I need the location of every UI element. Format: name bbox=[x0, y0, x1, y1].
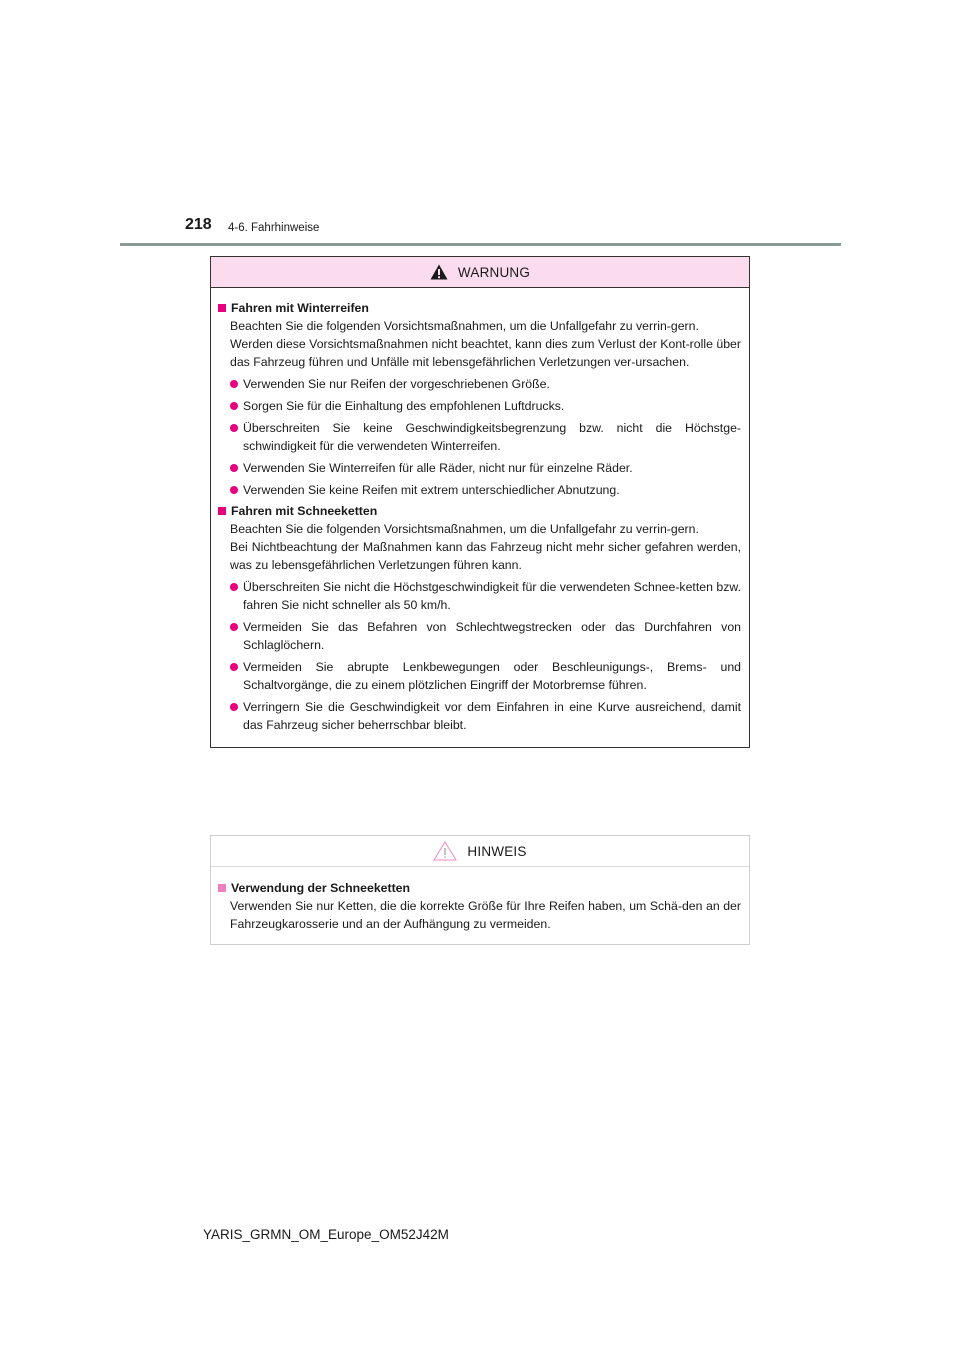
chains-heading bbox=[218, 502, 741, 520]
header-rule bbox=[120, 243, 841, 246]
section-title: 4-6. Fahrhinweise bbox=[228, 222, 320, 234]
list-item: Sorgen Sie für die Einhaltung des empfohlenen Luftdrucks. bbox=[230, 397, 741, 415]
winter-heading bbox=[218, 299, 741, 317]
square-bullet-icon bbox=[218, 304, 226, 312]
chains-bullet-list bbox=[230, 578, 741, 734]
list-item: Vermeiden Sie das Befahren von Schlechtwegstrecken oder das Durchfahren von Schlaglöchern. bbox=[230, 618, 741, 654]
list-item: Verringern Sie die Geschwindigkeit vor dem Einfahren in eine Kurve ausreichend, damit das Fahrzeug sicher beherrschbar bleibt. bbox=[230, 698, 741, 734]
round-bullet-icon bbox=[230, 663, 238, 671]
warning-body bbox=[211, 288, 749, 747]
list-item: Vermeiden Sie abrupte Lenkbewegungen oder Beschleunigungs-, Brems- und Schaltvorgänge, die zu einem plötzlichen Eingriff der Motorbremse führen. bbox=[230, 658, 741, 694]
list-item: Verwenden Sie Winterreifen für alle Räder, nicht nur für einzelne Räder. bbox=[230, 459, 741, 477]
warning-box bbox=[210, 256, 750, 748]
notice-heading bbox=[218, 879, 741, 897]
list-item: Verwenden Sie nur Reifen der vorgeschriebenen Größe. bbox=[230, 375, 741, 393]
square-bullet-icon bbox=[218, 507, 226, 515]
chains-heading-text: Fahren mit Schneeketten bbox=[231, 504, 378, 518]
page-number: 218 bbox=[185, 216, 212, 233]
chains-intro-1: Beachten Sie die folgenden Vorsichtsmaßnahmen, um die Unfallgefahr zu verrin-gern. bbox=[230, 522, 699, 536]
round-bullet-icon bbox=[230, 380, 238, 388]
round-bullet-icon bbox=[230, 703, 238, 711]
round-bullet-icon bbox=[230, 402, 238, 410]
notice-box bbox=[210, 835, 750, 945]
notice-body bbox=[211, 867, 749, 944]
round-bullet-icon bbox=[230, 486, 238, 494]
round-bullet-icon bbox=[230, 424, 238, 432]
document-id: YARIS_GRMN_OM_Europe_OM52J42M bbox=[203, 1227, 449, 1242]
notice-title: HINWEIS bbox=[467, 843, 527, 859]
warning-header bbox=[211, 257, 749, 288]
winter-heading-text: Fahren mit Winterreifen bbox=[231, 301, 369, 315]
list-item: Überschreiten Sie keine Geschwindigkeitsbegrenzung bzw. nicht die Höchstge-schwindigkeit für die verwendeten Winterreifen. bbox=[230, 419, 741, 455]
notice-header bbox=[211, 836, 749, 867]
winter-intro-2: Werden diese Vorsichtsmaßnahmen nicht beachtet, kann dies zum Verlust der Kont-rolle über das Fahrzeug führen und Unfälle mit lebensgefährlichen Verletzungen ver-ursachen. bbox=[230, 337, 741, 369]
notice-heading-text: Verwendung der Schneeketten bbox=[231, 881, 411, 895]
winter-intro-1: Beachten Sie die folgenden Vorsichtsmaßnahmen, um die Unfallgefahr zu verrin-gern. bbox=[230, 319, 699, 333]
warning-triangle-icon bbox=[430, 264, 448, 280]
square-bullet-icon bbox=[218, 884, 226, 892]
winter-bullet-list bbox=[230, 375, 741, 499]
warning-title: WARNUNG bbox=[457, 264, 531, 280]
list-item: Überschreiten Sie nicht die Höchstgeschwindigkeit für die verwendeten Schnee-ketten bzw. fahren Sie nicht schneller als 50 km/h. bbox=[230, 578, 741, 614]
round-bullet-icon bbox=[230, 464, 238, 472]
list-item: Verwenden Sie keine Reifen mit extrem unterschiedlicher Abnutzung. bbox=[230, 481, 741, 499]
round-bullet-icon bbox=[230, 583, 238, 591]
round-bullet-icon bbox=[230, 623, 238, 631]
caution-triangle-outline-icon bbox=[433, 841, 457, 861]
notice-text: Verwenden Sie nur Ketten, die die korrekte Größe für Ihre Reifen haben, um Schä-den an der Fahrzeugkarosserie und an der Aufhängung zu vermeiden. bbox=[230, 899, 741, 931]
chains-intro-2: Bei Nichtbeachtung der Maßnahmen kann das Fahrzeug nicht mehr sicher gefahren werden, was zu lebensgefährlichen Verletzungen führen kann. bbox=[230, 540, 741, 572]
